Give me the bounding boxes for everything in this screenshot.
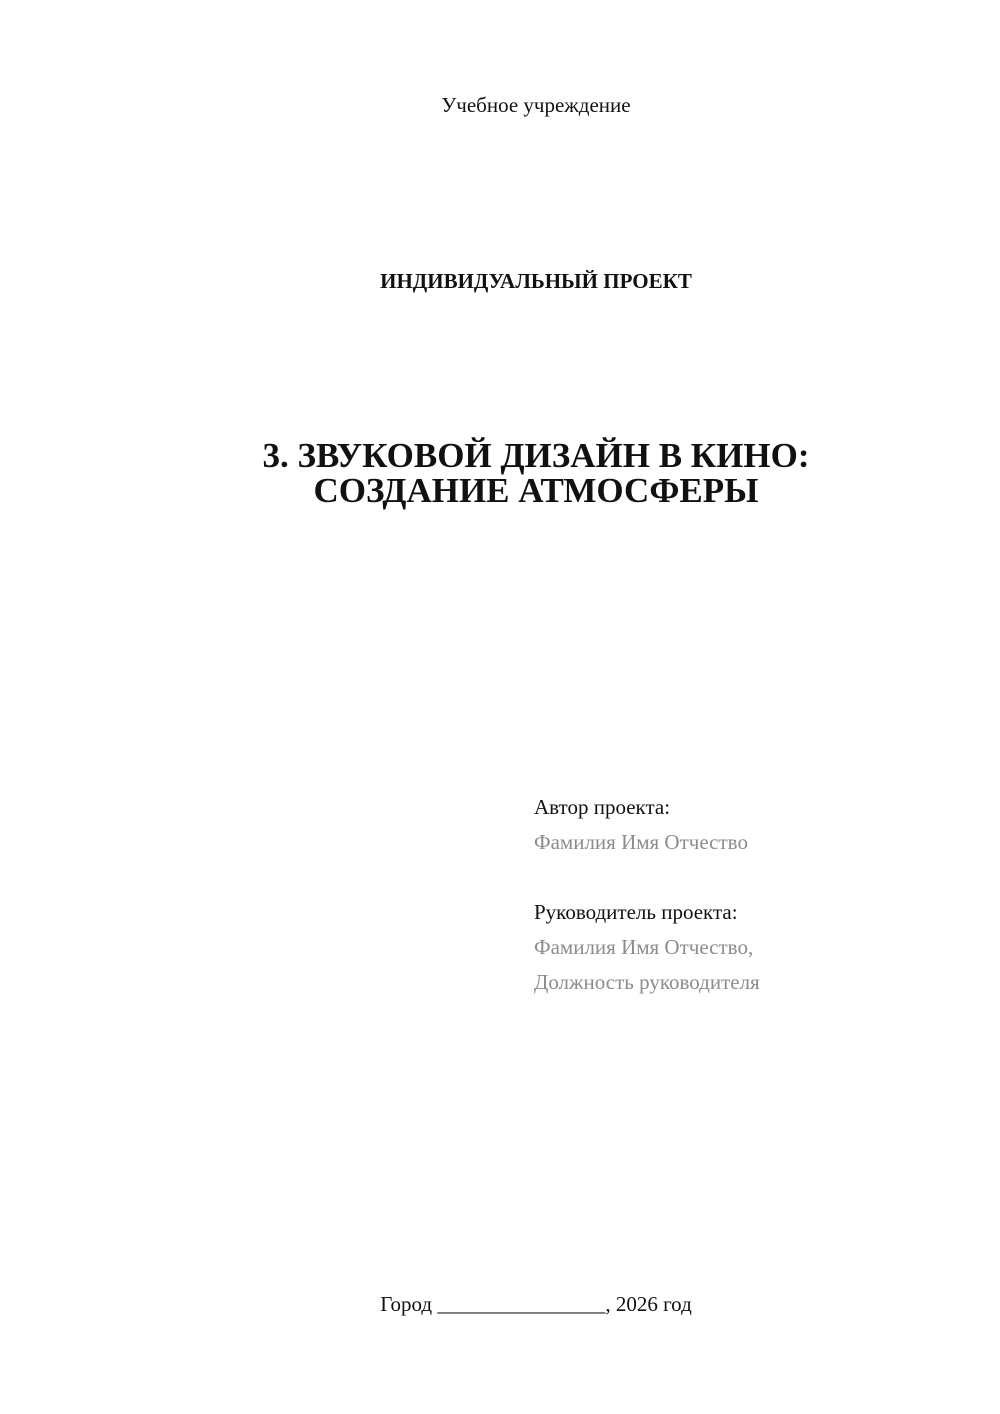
document-type: ИНДИВИДУАЛЬНЫЙ ПРОЕКТ (380, 269, 692, 293)
supervisor-position: Должность руководителя (534, 970, 760, 994)
author-label: Автор проекта: (534, 795, 671, 819)
document-title (0, 438, 1000, 508)
project-info (534, 790, 974, 1000)
author-name: Фамилия Имя Отчество (534, 830, 748, 854)
document-title-line-2: СОЗДАНИЕ АТМОСФЕРЫ (313, 471, 759, 510)
city-year-footer: Город ________________, 2026 год (380, 1292, 692, 1316)
info-spacer (534, 860, 974, 895)
supervisor-label: Руководитель проекта: (534, 900, 738, 924)
document-title-line-1: 3. ЗВУКОВОЙ ДИЗАЙН В КИНО: (262, 436, 810, 475)
institution-name: Учебное учреждение (441, 93, 631, 117)
supervisor-name: Фамилия Имя Отчество, (534, 935, 754, 959)
